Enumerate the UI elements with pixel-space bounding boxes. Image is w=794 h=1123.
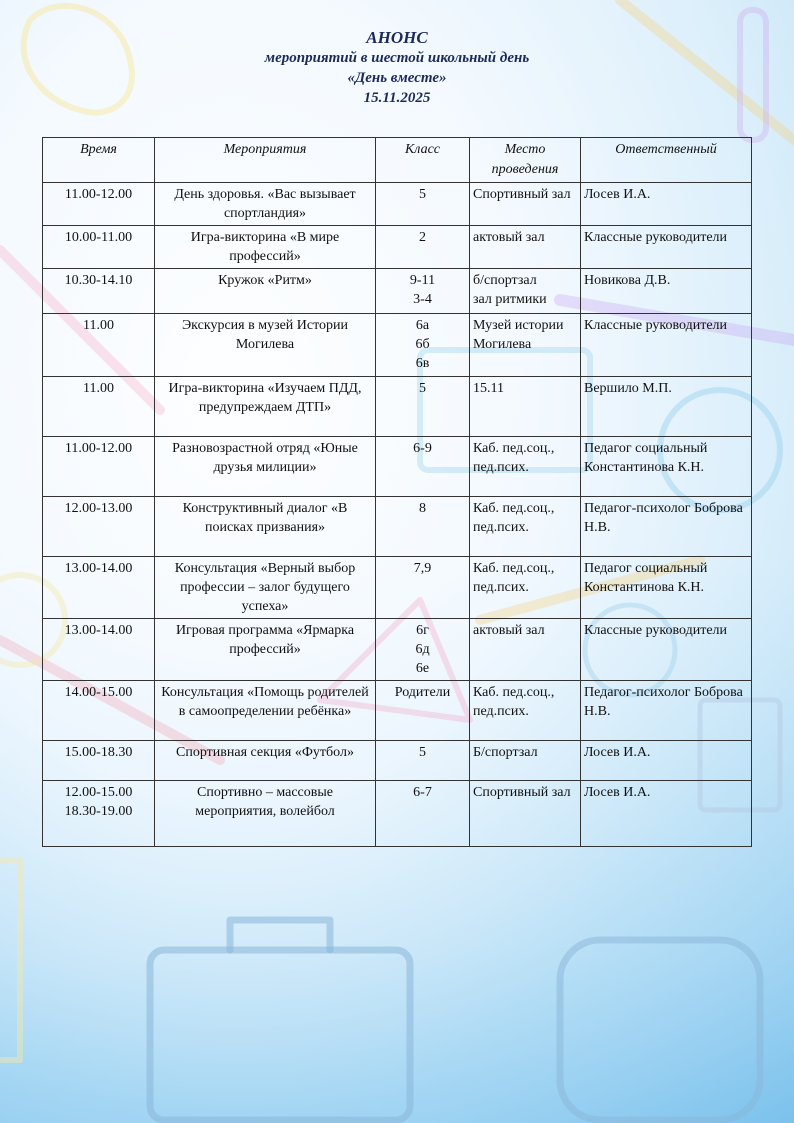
- cell-responsible: Педагог социальный Константинова К.Н.: [581, 437, 752, 497]
- cell-time: 10.00-11.00: [43, 226, 155, 269]
- column-header-event: Мероприятия: [155, 138, 376, 183]
- column-header-class: Класс: [376, 138, 470, 183]
- table-row: [43, 741, 752, 781]
- cell-place: Каб. пед.соц., пед.псих.: [470, 681, 581, 741]
- table-row: [43, 269, 752, 314]
- cell-time: 10.30-14.10: [43, 269, 155, 314]
- cell-time: 15.00-18.30: [43, 741, 155, 781]
- cell-place: б/спортзал зал ритмики: [470, 269, 581, 314]
- cell-responsible: Педагог-психолог Боброва Н.В.: [581, 497, 752, 557]
- cell-place: Спортивный зал: [470, 183, 581, 226]
- cell-event: День здоровья. «Вас вызывает спортландия»: [155, 183, 376, 226]
- table-row: [43, 681, 752, 741]
- table-row: [43, 781, 752, 847]
- cell-time: 14.00-15.00: [43, 681, 155, 741]
- cell-event: Спортивно – массовые мероприятия, волейбол: [155, 781, 376, 847]
- document-subtitle: мероприятий в шестой школьный день: [264, 50, 530, 66]
- cell-place: актовый зал: [470, 619, 581, 681]
- table-row: [43, 437, 752, 497]
- cell-place: Спортивный зал: [470, 781, 581, 847]
- cell-time: 11.00: [43, 314, 155, 377]
- cell-time: 11.00: [43, 377, 155, 437]
- document-title: АНОНС: [366, 28, 428, 47]
- cell-responsible: Лосев И.А.: [581, 183, 752, 226]
- cell-event: Игровая программа «Ярмарка профессий»: [155, 619, 376, 681]
- cell-class: 9-11 3-4: [376, 269, 470, 314]
- cell-place: актовый зал: [470, 226, 581, 269]
- cell-class: 5: [376, 183, 470, 226]
- cell-class: 5: [376, 741, 470, 781]
- cell-responsible: Классные руководители: [581, 226, 752, 269]
- cell-event: Конструктивный диалог «В поисках призвания»: [155, 497, 376, 557]
- table-row: [43, 619, 752, 681]
- table-row: [43, 377, 752, 437]
- cell-event: Разновозрастной отряд «Юные друзья милиции»: [155, 437, 376, 497]
- table-header-row: [43, 138, 752, 183]
- table-row: [43, 314, 752, 377]
- cell-class: Родители: [376, 681, 470, 741]
- cell-time: 11.00-12.00: [43, 437, 155, 497]
- cell-event: Спортивная секция «Футбол»: [155, 741, 376, 781]
- cell-event: Игра-викторина «Изучаем ПДД, предупреждаем ДТП»: [155, 377, 376, 437]
- cell-responsible: Классные руководители: [581, 314, 752, 377]
- cell-place: 15.11: [470, 377, 581, 437]
- event-date: 15.11.2025: [363, 90, 431, 106]
- column-header-place: Место проведения: [470, 138, 581, 183]
- table-row: [43, 557, 752, 619]
- document-header: [0, 28, 794, 108]
- cell-time: 13.00-14.00: [43, 557, 155, 619]
- cell-responsible: Классные руководители: [581, 619, 752, 681]
- cell-class: 6г 6д 6е: [376, 619, 470, 681]
- cell-class: 8: [376, 497, 470, 557]
- table-body: [43, 183, 752, 847]
- column-header-responsible: Ответственный: [581, 138, 752, 183]
- cell-class: 7,9: [376, 557, 470, 619]
- cell-place: Б/спортзал: [470, 741, 581, 781]
- cell-responsible: Педагог социальный Константинова К.Н.: [581, 557, 752, 619]
- table-row: [43, 497, 752, 557]
- cell-place: Каб. пед.соц., пед.псих.: [470, 437, 581, 497]
- cell-class: 5: [376, 377, 470, 437]
- cell-event: Консультация «Помощь родителей в самоопределении ребёнка»: [155, 681, 376, 741]
- cell-class: 6а 6б 6в: [376, 314, 470, 377]
- cell-class: 6-7: [376, 781, 470, 847]
- events-table: [42, 137, 752, 847]
- cell-time: 12.00-13.00: [43, 497, 155, 557]
- table-row: [43, 226, 752, 269]
- event-name: «День вместе»: [347, 70, 447, 86]
- cell-place: Музей истории Могилева: [470, 314, 581, 377]
- cell-place: Каб. пед.соц., пед.псих.: [470, 557, 581, 619]
- cell-event: Консультация «Верный выбор профессии – залог будущего успеха»: [155, 557, 376, 619]
- cell-time: 13.00-14.00: [43, 619, 155, 681]
- cell-class: 2: [376, 226, 470, 269]
- cell-event: Кружок «Ритм»: [155, 269, 376, 314]
- column-header-time: Время: [43, 138, 155, 183]
- table-row: [43, 183, 752, 226]
- cell-responsible: Лосев И.А.: [581, 741, 752, 781]
- cell-responsible: Новикова Д.В.: [581, 269, 752, 314]
- cell-event: Игра-викторина «В мире профессий»: [155, 226, 376, 269]
- cell-responsible: Лосев И.А.: [581, 781, 752, 847]
- cell-place: Каб. пед.соц., пед.псих.: [470, 497, 581, 557]
- cell-time: 11.00-12.00: [43, 183, 155, 226]
- cell-time: 12.00-15.00 18.30-19.00: [43, 781, 155, 847]
- cell-responsible: Педагог-психолог Боброва Н.В.: [581, 681, 752, 741]
- cell-class: 6-9: [376, 437, 470, 497]
- cell-event: Экскурсия в музей Истории Могилева: [155, 314, 376, 377]
- cell-responsible: Вершило М.П.: [581, 377, 752, 437]
